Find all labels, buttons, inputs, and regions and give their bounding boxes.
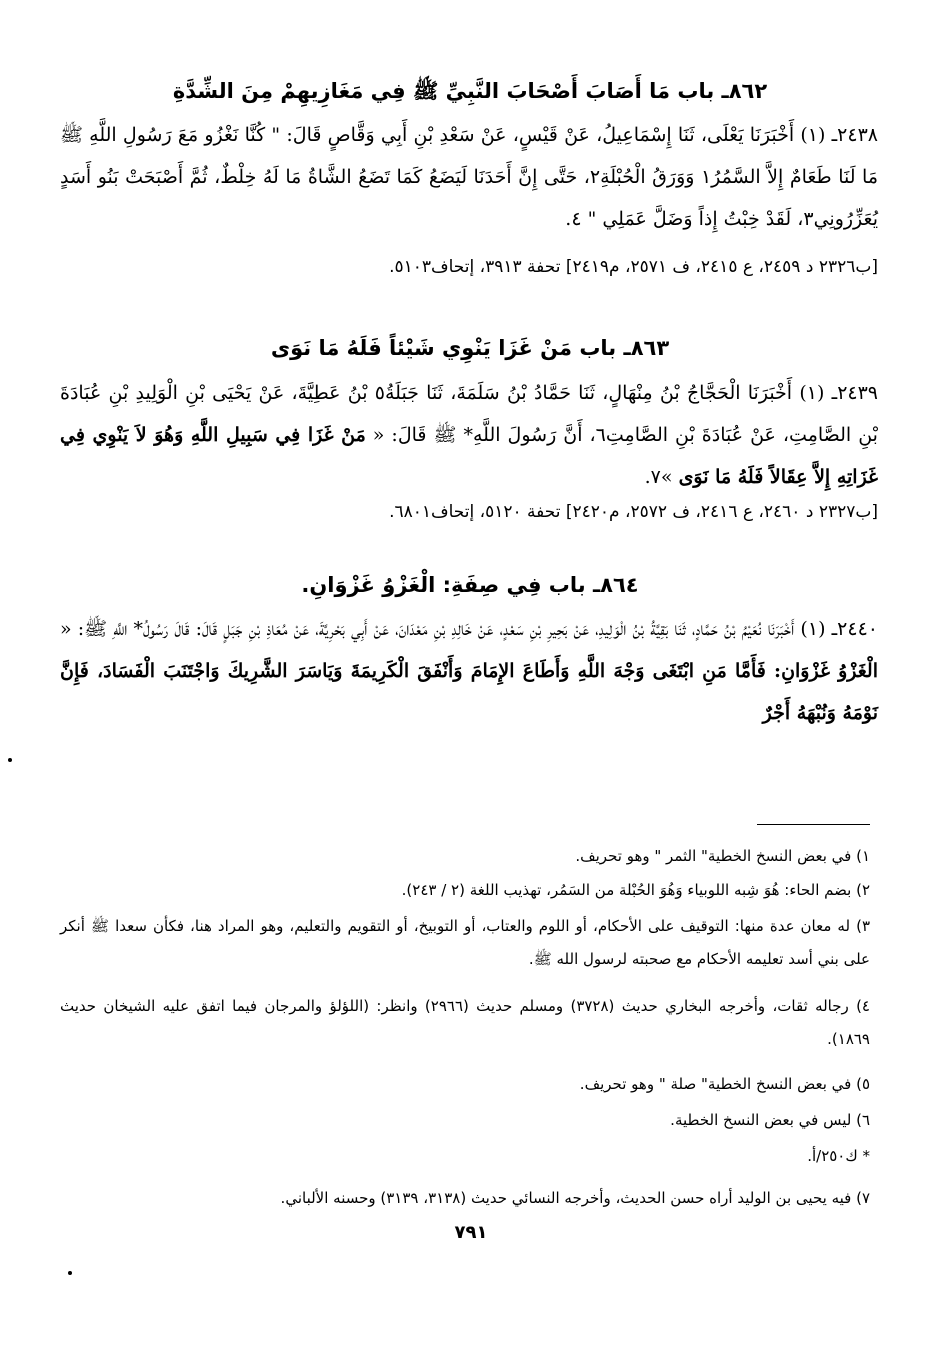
hadith-2439-chain: ٢٤٣٩ـ (١) أَخْبَرَنَا الْحَجَّاجُ بْنُ مِنْهَالٍ، ثَنَا حَمَّادُ بْنُ سَلَمَةَ، ثَنَا جَبَلَةُ٥ بْنُ عَطِيَّةَ، عَنْ يَحْيَى بْنِ الْوَلِيدِ بْنِ عُبَادَةَ بْنِ الصَّامِتِ، عَنْ عُبَادَةَ بْنِ الصَّامِتِ٦، أَنَّ رَسُولَ اللَّهِ* ﷺ قَالَ: « [60,382,879,446]
hadith-2438-references: [ب٢٣٢٦ د ٢٤٥٩، ع ٢٤١٥، ف ٢٥٧١، م٢٤١٩] تحفة ٣٩١٣، إتحاف٥١٠٣. [389,257,878,277]
footnote-separator [757,824,870,825]
hadith-2440 [60,608,878,734]
chapter-863-title: ٨٦٣ـ باب مَنْ غَزَا يَنْوِي شَيْئاً فَلَهُ مَا نَوَى [270,336,670,360]
footnote-5: ٥) في بعض النسخ الخطية" صلة " وهو تحريف. [579,1075,870,1093]
footnote-4: ٤) رجاله ثقات، وأخرجه البخاري حديث (٣٧٢٨) ومسلم حديث (٢٩٦٦) وانظر: (اللؤلؤ والمرجان فيما اتفق عليه الشيخان حديث ١٨٦٩). [60,997,870,1048]
hadith-2440-chain: ٢٤٤٠ـ (١) أَخْبَرَنَا نُعَيْمُ بْنُ حَمَّادٍ، ثَنَا بَقِيَّةُ بْنُ الْوَلِيدِ، عَنْ بَحِيرِ بْنِ سَعْدٍ، عَنْ خَالِدِ بْنِ مَعْدَانَ، عَنْ أَبِي بَحْرِيَّةَ، عَنْ مُعَاذِ بْنِ جَبَلٍ قَالَ: قَالَ رَسُولُ* اللَّهِ ﷺ: « [60,618,878,640]
scan-speck [68,1271,72,1275]
footnote-2: ٢) بضم الحاء: هُوَ شِبه اللوبياء وَهُوَ الحُبْلة من السَمُر، تهذيب اللغة (٢ / ٢٤٣). [401,881,870,899]
hadith-2439 [60,372,878,498]
hadith-2439-references: [ب٢٣٢٧ د ٢٤٦٠، ع ٢٤١٦، ف ٢٥٧٢، م٢٤٢٠] تحفة ٥١٢٠، إتحاف٦٨٠١. [389,502,878,522]
hadith-2438: ٢٤٣٨ـ (١) أَخْبَرَنَا يَعْلَى، ثَنَا إِسْمَاعِيلُ، عَنْ قَيْسٍ، عَنْ سَعْدِ بْنِ أَبِي وَقَّاصٍ قَالَ: " كُنَّا نَغْزُو مَعَ رَسُولِ اللَّهِ ﷺ مَا لَنَا طَعَامٌ إِلاَّ السَّمُرُ١ وَوَرَقُ الْحُبْلَةِ٢، حَتَّى إِنَّ أَحَدَنَا لَيَضَعُ كَمَا تَضَعُ الشَّاةُ مَا لَهُ خِلْطٌ، ثُمَّ أَصْبَحَتْ بَنُو أَسَدٍ يُعَزِّرُونِي٣، لَقَدْ خِبْتُ إِذاً وَضَلَّ عَمَلِي " ٤. [60,124,878,230]
chapter-862-title: ٨٦٢ـ باب مَا أَصَابَ أَصْحَابَ النَّبِيِّ ﷺ فِي مَغَازِيهِمْ مِنَ الشِّدَّةِ [172,79,768,103]
scan-speck [8,758,12,762]
chapter-864-title: ٨٦٤ـ باب فِي صِفَةِ: الْغَزْوُ غَزْوَانِ. [301,573,639,597]
hadith-2439-matn: مَنْ غَزَا فِي سَبِيلِ اللَّهِ وَهُوَ لاَ يَنْوِي فِي غَزَاتِهِ إِلاَّ عِقَالاً فَلَهُ مَا نَوَى [60,424,878,488]
footnote-1: ١) في بعض النسخ الخطية" الثمر " وهو تحريف. [575,847,870,865]
footnote-folio: * ك٢٥٠/أ. [807,1147,870,1165]
hadith-2440-matn: الْغَزْوُ غَزْوَانِ: فَأَمَّا مَنِ ابْتَغَى وَجْهَ اللَّهِ وَأَطَاعَ الإِمَامَ وَأَنْفَقَ الْكَرِيمَةَ وَيَاسَرَ الشَّرِيكَ وَاجْتَنَبَ الْفَسَادَ، فَإِنَّ نَوْمَهُ وَنُبْهَهُ أَجْرٌ [60,660,878,724]
page-number: ٧٩١ [454,1222,488,1243]
hadith-2439-end: »٧. [644,466,679,488]
footnote-6: ٦) ليس في بعض النسخ الخطية. [670,1111,870,1129]
footnote-7: ٧) فيه يحيى بن الوليد أراه حسن الحديث، وأخرجه النسائي حديث (٣١٣٨، ٣١٣٩) وحسنه الألباني. [280,1189,870,1207]
footnote-3: ٣) له معان عدة منها: التوقيف على الأحكام، أو اللوم والعتاب، أو التوبيخ، أو التقويم والتعليم، وهو المراد هنا، فكأن سعدا ﷺ أنكر على بني أسد تعليمه الأحكام مع صحبته لرسول الله ﷺ. [60,917,870,968]
